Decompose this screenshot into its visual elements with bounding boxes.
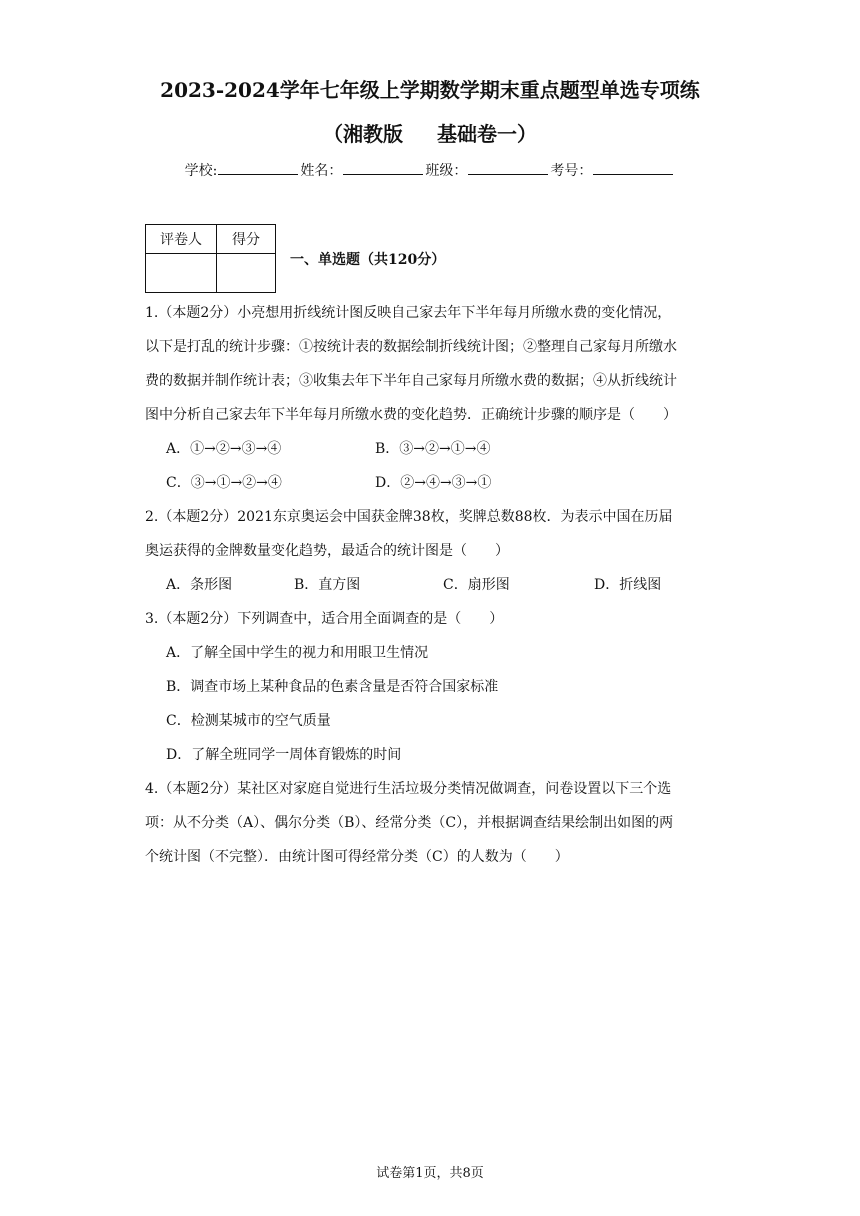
question-1-option-c[interactable]: C．③→①→②→④ [166,475,282,491]
name-field[interactable] [343,161,423,175]
school-field[interactable] [218,161,298,175]
question-1-line-3: 费的数据并制作统计表；③收集去年下半年自己家每月所缴水费的数据；④从折线统计 [145,373,677,389]
question-1-line-1: 1.（本题2分）小亮想用折线统计图反映自己家去年下半年每月所缴水费的变化情况， [145,305,672,321]
exam-no-label: 考号： [550,163,593,179]
question-2-option-c[interactable]: C．扇形图 [443,577,510,593]
question-2-line-1: 2.（本题2分）2021东京奥运会中国获金牌38枚，奖牌总数88枚．为表示中国在历届 [145,509,673,525]
question-2-option-d[interactable]: D．折线图 [594,577,662,593]
question-2-option-b[interactable]: B．直方图 [294,577,361,593]
question-3-option-b[interactable]: B．调查市场上某种食品的色素含量是否符合国家标准 [166,679,499,695]
question-3-line-1: 3.（本题2分）下列调查中，适合用全面调查的是（ ） [145,611,504,627]
question-1-option-a[interactable]: A．①→②→③→④ [166,441,282,457]
exam-no-field[interactable] [593,161,673,175]
school-label: 学校: [184,163,218,179]
question-4-line-3: 个统计图（不完整）．由统计图可得经常分类（C）的人数为（ ） [145,849,569,865]
section-title: 一、单选题（共120分） [290,252,446,268]
grading-table [145,224,276,293]
question-3-option-c[interactable]: C．检测某城市的空气质量 [166,713,331,729]
grader-header: 评卷人 [146,225,217,254]
question-2-option-a[interactable]: A．条形图 [166,577,233,593]
page-footer: 试卷第1页，共8页 [376,1166,484,1181]
subtitle-part-edition: （湘教版 [323,122,403,146]
name-label: 姓名： [300,163,343,179]
question-3-option-a[interactable]: A．了解全国中学生的视力和用眼卫生情况 [166,645,429,661]
exam-title: 2023-2024学年七年级上学期数学期末重点题型单选专项练 [160,78,700,102]
exam-subtitle [0,118,860,147]
subtitle-part-volume: 基础卷一） [437,122,537,146]
grader-cell[interactable] [146,254,217,293]
question-1-line-2: 以下是打乱的统计步骤：①按统计表的数据绘制折线统计图；②整理自己家每月所缴水 [145,339,677,355]
question-1-option-d[interactable]: D．②→④→③→① [375,475,492,491]
student-info-line [0,160,860,180]
question-3-option-d[interactable]: D．了解全班同学一周体育锻炼的时间 [166,747,402,763]
class-label: 班级： [425,163,468,179]
question-2-line-2: 奥运获得的金牌数量变化趋势，最适合的统计图是（ ） [145,543,509,559]
question-4-line-1: 4.（本题2分）某社区对家庭自觉进行生活垃圾分类情况做调查，问卷设置以下三个选 [145,781,672,797]
score-header: 得分 [217,225,276,254]
question-1-option-b[interactable]: B．③→②→①→④ [375,441,491,457]
class-field[interactable] [468,161,548,175]
question-1-line-4: 图中分析自己家去年下半年每月所缴水费的变化趋势．正确统计步骤的顺序是（ ） [145,407,677,423]
question-4-line-2: 项：从不分类（A）、偶尔分类（B）、经常分类（C），并根据调查结果绘制出如图的两 [145,815,674,831]
score-cell[interactable] [217,254,276,293]
